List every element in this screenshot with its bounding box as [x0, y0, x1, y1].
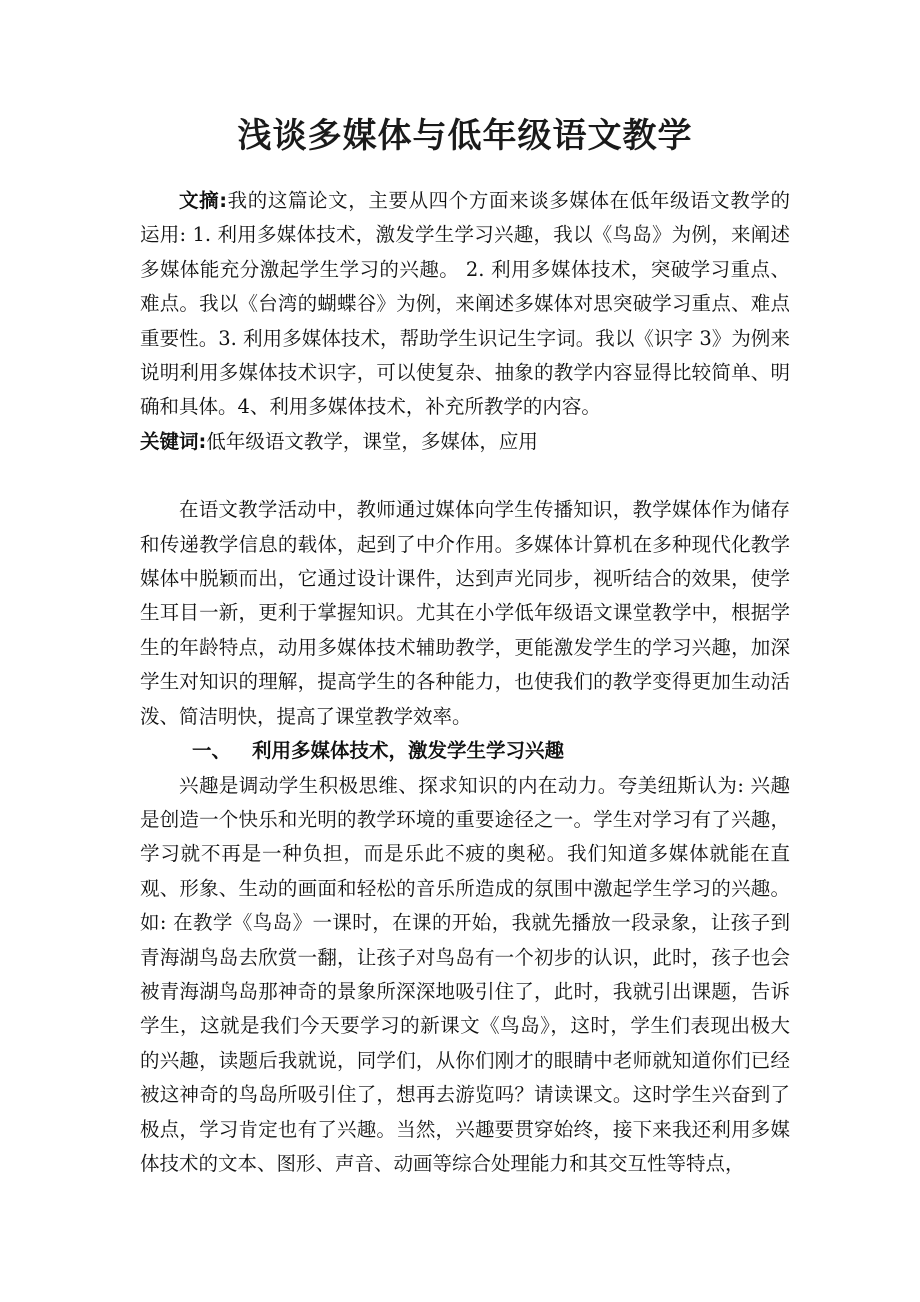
section-heading — [140, 734, 790, 768]
abstract-paragraph — [140, 184, 790, 425]
section-number: 一、 — [192, 739, 232, 763]
keywords-text: 低年级语文教学，课堂，多媒体，应用 — [206, 429, 538, 453]
section-heading-text: 利用多媒体技术，激发学生学习兴趣 — [252, 739, 565, 763]
blank-line — [140, 459, 790, 493]
keywords-paragraph — [140, 425, 790, 459]
document-title: 浅谈多媒体与低年级语文教学 — [237, 116, 693, 156]
abstract-text: 我的这篇论文，主要从四个方面来谈多媒体在低年级语文教学的运用: 1. 利用多媒体技术，激发学生学习兴趣，我以《鸟岛》为例，来阐述多媒体能充分激起学生学习的兴趣。 2. 利用多媒体技术，突破学习重点、难点。我以《台湾的蝴蝶谷》为例，来阐述多媒体对思突破学习重点、难点重要性。3. 利用多媒体技术，帮助学生识记生字词。我以《识字 3》为例来说明利用多媒体技术识字，可以使复杂、抽象的教学内容显得比较简单、明确和具体。4、利用多媒体技术，补充所教学的内容。 — [140, 189, 790, 419]
keywords-label: 关键词: — [140, 429, 207, 453]
abstract-label: 文摘: — [179, 189, 228, 212]
intro-paragraph: 在语文教学活动中，教师通过媒体向学生传播知识，教学媒体作为储存和传递教学信息的载体，起到了中介作用。多媒体计算机在多种现代化教学媒体中脱颖而出，它通过设计课件，达到声光同步，视听结合的效果，使学生耳目一新，更利于掌握知识。尤其在小学低年级语文课堂教学中，根据学生的年龄特点，动用多媒体技术辅助教学，更能激发学生的学习兴趣，加深学生对知识的理解，提高学生的各种能力，也使我们的教学变得更加生动活泼、简洁明快，提高了课堂教学效率。 — [140, 498, 790, 728]
section-body-paragraph: 兴趣是调动学生积极思维、探求知识的内在动力。夸美纽斯认为: 兴趣是创造一个快乐和光明的教学环境的重要途径之一。学生对学习有了兴趣，学习就不再是一种负担，而是乐此不疲的奥秘。我们知道多媒体就能在直观、形象、生动的画面和轻松的音乐所造成的氛围中激起学生学习的兴趣。如: 在教学《鸟岛》一课时，在课的开始，我就先播放一段录象，让孩子到青海湖鸟岛去欣赏一翻，让孩子对鸟岛有一个初步的认识，此时，孩子也会被青海湖鸟岛那神奇的景象所深深地吸引住了，此时，我就引出课题，告诉学生，这就是我们今天要学习的新课文《鸟岛》，这时，学生们表现出极大的兴趣，读题后我就说，同学们，从你们刚才的眼睛中老师就知道你们已经被这神奇的鸟岛所吸引住了，想再去游览吗？请读课文。这时学生兴奋到了极点，学习肯定也有了兴趣。当然，兴趣要贯穿始终，接下来我还利用多媒体技术的文本、图形、声音、动画等综合处理能力和其交互性等特点， — [140, 773, 790, 1175]
